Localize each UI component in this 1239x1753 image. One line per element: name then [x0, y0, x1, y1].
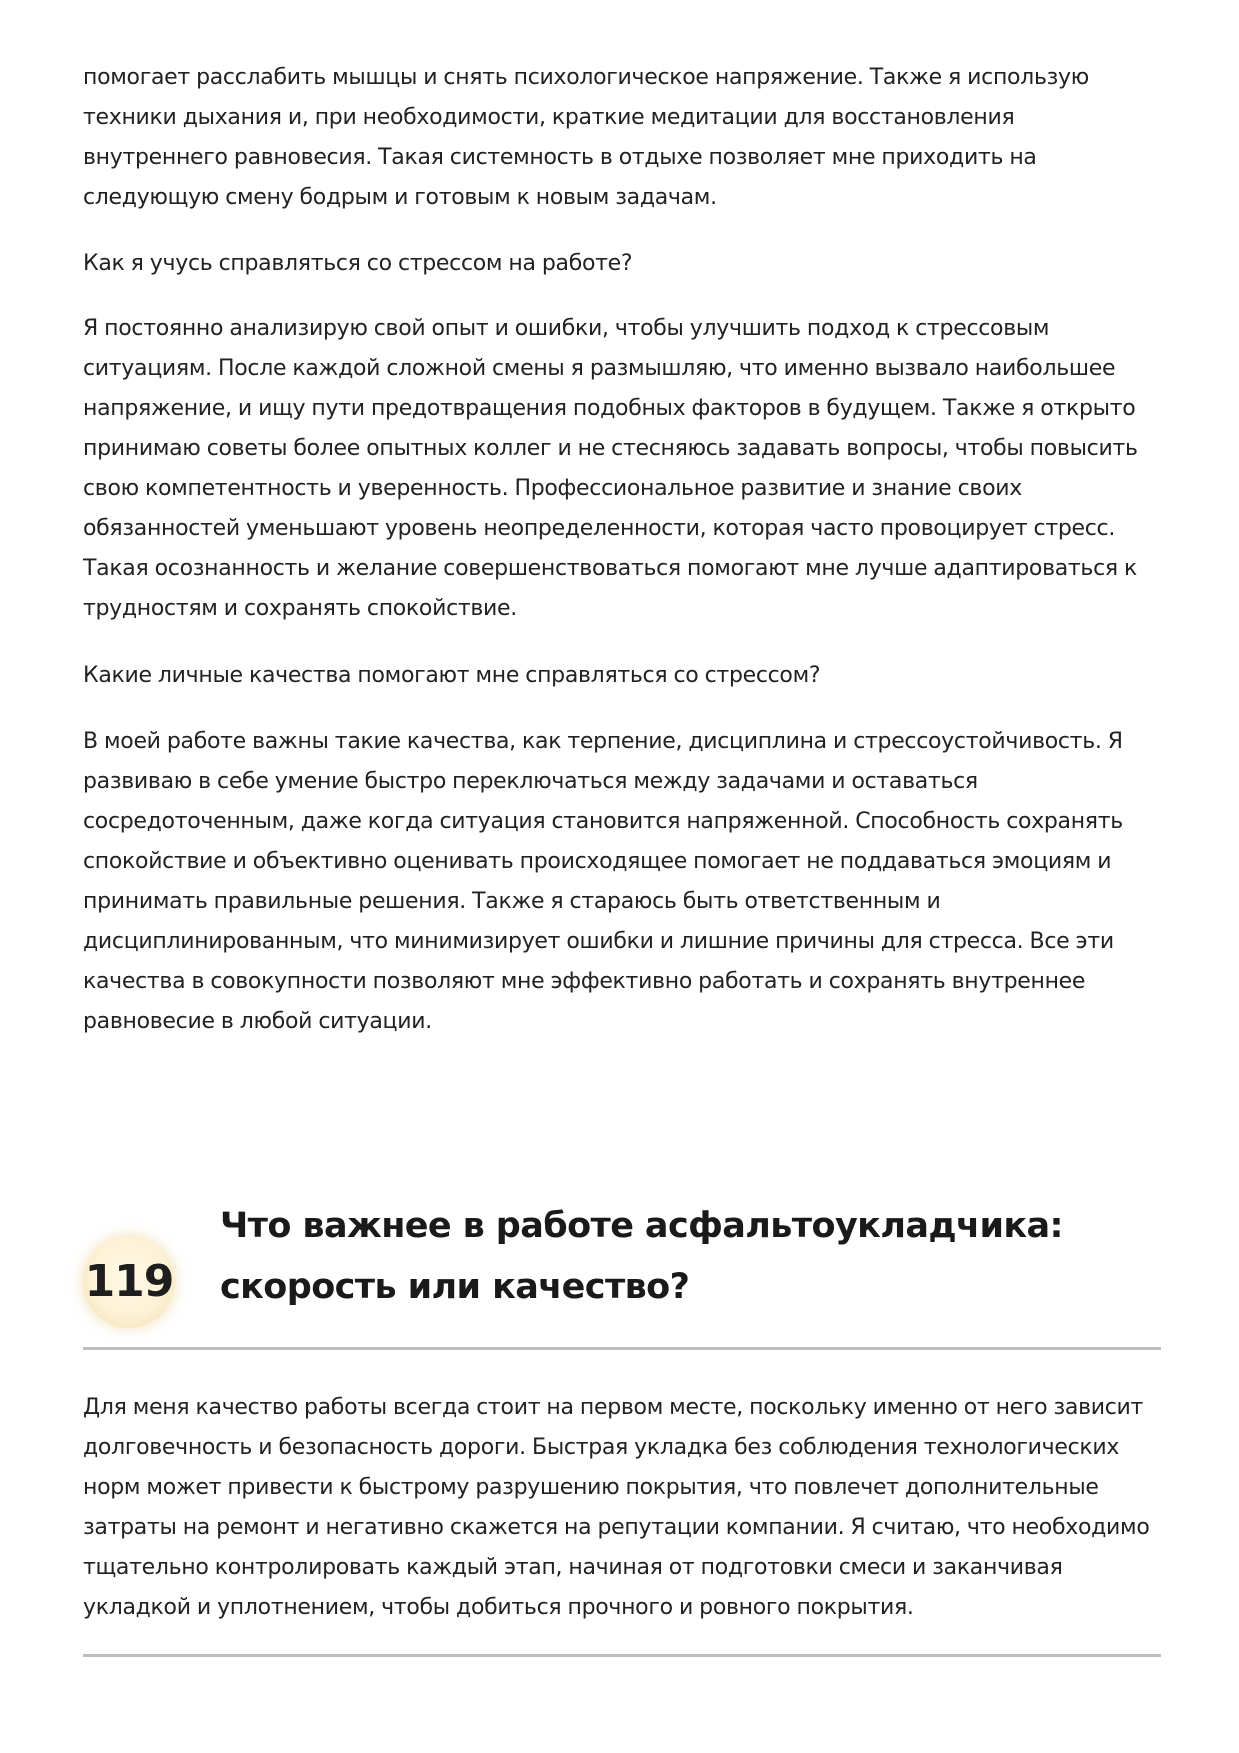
section-end-divider — [83, 1654, 1161, 1657]
question-personal-qualities: Какие личные качества помогают мне справляться со стрессом? — [83, 663, 821, 688]
answer-stress-learning: Я постоянно анализирую свой опыт и ошибки, чтобы улучшить подход к стрессовым ситуациям. После каждой сложной смены я размышляю, что именно вызвало наибольшее напряжение, и ищу пути предотвращения подобных факторов в будущем. Также я открыто принимаю советы более опытных коллег и не стесняюсь задавать вопросы, чтобы повысить свою компетентность и уверенность. Профессиональное развитие и знание своих обязанностей уменьшают уровень неопределенности, которая часто провоцирует стресс. Такая осознанность и желание совершенствоваться помогают мне лучше адаптироваться к трудностям и сохранять спокойствие. — [83, 316, 1138, 621]
intro-paragraph: помогает расслабить мышцы и снять психологическое напряжение. Также я использую техники дыхания и, при необходимости, краткие медитации для восстановления внутреннего равновесия. Такая системность в отдыхе позволяет мне приходить на следующую смену бодрым и готовым к новым задачам. — [83, 65, 1089, 210]
question-number-badge — [83, 1236, 175, 1328]
question-stress-learning: Как я учусь справляться со стрессом на работе? — [83, 251, 633, 276]
question-number: 119 — [84, 1256, 174, 1307]
section-answer: Для меня качество работы всегда стоит на первом месте, поскольку именно от него зависит долговечность и безопасность дороги. Быстрая укладка без соблюдения технологических норм может привести к быстрому разрушению покрытия, что повлечет дополнительные затраты на ремонт и негативно скажется на репутации компании. Я считаю, что необходимо тщательно контролировать каждый этап, начиная от подготовки смеси и заканчивая укладкой и уплотнением, чтобы добиться прочного и ровного покрытия. — [83, 1395, 1150, 1620]
heading-divider — [83, 1347, 1161, 1350]
answer-personal-qualities: В моей работе важны такие качества, как терпение, дисциплина и стрессоустойчивость. Я развиваю в себе умение быстро переключаться между задачами и оставаться сосредоточенным, даже когда ситуация становится напряженной. Способность сохранять спокойствие и объективно оценивать происходящее помогает не поддаваться эмоциям и принимать правильные решения. Также я стараюсь быть ответственным и дисциплинированным, что минимизирует ошибки и лишние причины для стресса. Все эти качества в совокупности позволяют мне эффективно работать и сохранять внутреннее равновесие в любой ситуации. — [83, 729, 1123, 1034]
section-heading: Что важнее в работе асфальтоукладчика: скорость или качество? — [220, 1206, 1063, 1307]
